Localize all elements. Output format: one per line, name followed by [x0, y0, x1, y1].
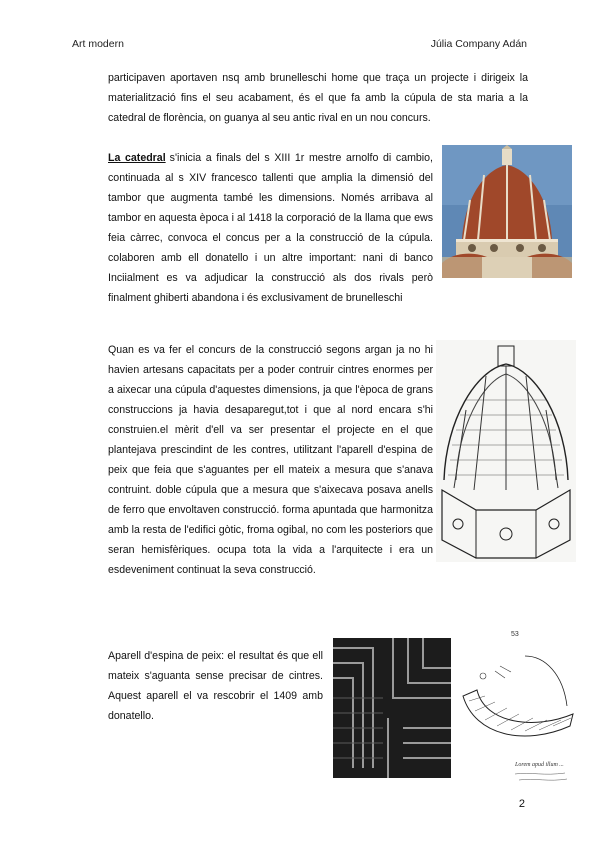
dome-ring-sketch — [455, 626, 577, 786]
page-number: 2 — [518, 798, 525, 810]
paragraph-concurs: Quan es va fer el concurs de la construcció segons argan ja no hi havien artesans capacitats per a poder contruir cintres enormes per a aixecar una cúpula d'aquestes dimensions, ja que l'època de grans construccions ja havia desaparegut,tot i que al nord encara s'hi construien.el mèrit d'ell va ser presentar el projecte en el que plantejava prescindint de les contres, utilitzant l'aparell d'espina de peix que feia que s'aguantes per ell mateix a mesura que s'anava contruint. doble cúpula que a mesura que s'aixecava posava anells de ferro que envoltaven construcció. forma apuntada que harmonitza amb la resta de l'edifici gòtic, froma ogibal, no com les posteriors que seran hemisfèriques. ocupa tota la vida a l'arquitecte i era un esdeveniment continuat la seva construcció. — [108, 344, 433, 576]
catedral-body: s'inicia a finals del s XIII 1r mestre arnolfo di cambio, continuada al s XIV francesco tallenti que amplia la dimensió del tambor que augmenta també les dimensions. Només arribava al tambor en aquesta època i al 1418 la corporació de la llama que ews feia càrrec, convoca el concus per a la construcció de la cúpula. colaboren amb ell donatello i un altre important: nani di banco Inciialment es va adjudicar la construcció als dos rivals però finalment ghiberti abandona i és exclusivament de brunelleschi — [108, 152, 433, 304]
herringbone-brick-photo — [333, 638, 451, 778]
header-left-title: Art modern — [72, 38, 124, 50]
sketch-number: 53 — [511, 631, 519, 638]
sketch-caption: Lorem apud illum ... — [515, 762, 564, 768]
header-right-author: Júlia Company Adán — [430, 38, 527, 50]
paragraph-espina-de-peix: Aparell d'espina de peix: el resultat és que ell mateix s'aguanta sense precisar de cintres. Aquest aparell el va rescobrir el 1409 amb donatello. — [108, 650, 323, 722]
dome-photo — [442, 145, 572, 278]
catedral-heading: La catedral — [108, 152, 166, 164]
dome-section-drawing — [436, 340, 576, 562]
paragraph-catedral — [108, 148, 433, 308]
paragraph-intro: participaven aportaven nsq amb brunelleschi home que traça un projecte i dirigeix la materialització fins el seu acabament, és el que fa amb la cúpula de sta maria a la catedral de florència, on guanya al seu antic rival en un nou concurs. — [108, 72, 528, 124]
